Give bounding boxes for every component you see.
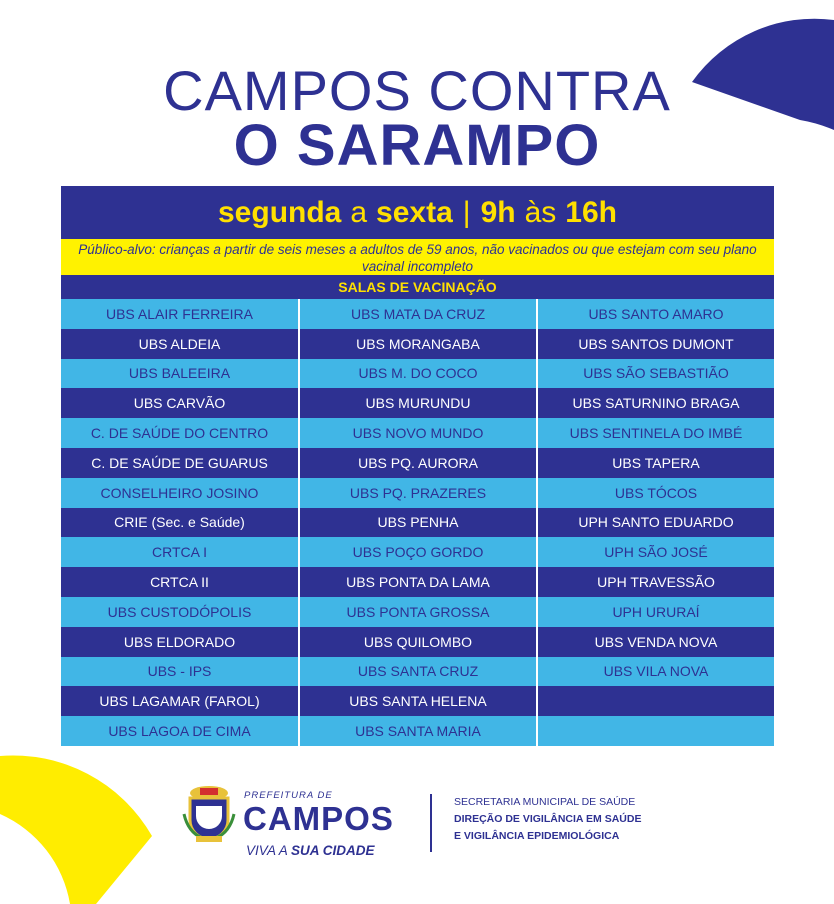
vaccination-site-cell: UBS CUSTODÓPOLIS bbox=[61, 597, 298, 627]
vaccination-site-cell: UBS BALEEIRA bbox=[61, 359, 298, 389]
vaccination-site-cell: UBS POÇO GORDO bbox=[300, 537, 536, 567]
vaccination-site-cell bbox=[538, 686, 774, 716]
footer-divider bbox=[430, 794, 432, 852]
vaccination-site-cell bbox=[538, 716, 774, 746]
vaccination-panel bbox=[61, 186, 774, 746]
vaccination-site-cell: UBS SANTA CRUZ bbox=[300, 657, 536, 687]
vaccination-site-cell: UBS TÓCOS bbox=[538, 478, 774, 508]
title-line-1: CAMPOS CONTRA bbox=[163, 59, 671, 122]
vaccination-site-cell: UBS SANTA HELENA bbox=[300, 686, 536, 716]
city-crest-logo bbox=[182, 780, 236, 844]
vaccination-site-cell: UBS SÃO SEBASTIÃO bbox=[538, 359, 774, 389]
vaccination-site-cell: UBS VILA NOVA bbox=[538, 657, 774, 687]
vaccination-site-cell: CONSELHEIRO JOSINO bbox=[61, 478, 298, 508]
column-2 bbox=[300, 299, 536, 746]
vaccination-site-cell: UPH TRAVESSÃO bbox=[538, 567, 774, 597]
vaccination-site-cell: UBS CARVÃO bbox=[61, 388, 298, 418]
vaccination-site-cell: UBS TAPERA bbox=[538, 448, 774, 478]
vaccination-site-cell: UBS MORANGABA bbox=[300, 329, 536, 359]
target-audience-note: Público-alvo: crianças a partir de seis meses a adultos de 59 anos, não vacinados ou que estejam com seu plano vacinal incompleto bbox=[61, 239, 774, 275]
vaccination-site-cell: UBS SANTO AMARO bbox=[538, 299, 774, 329]
title-line-2: O SARAMPO bbox=[233, 113, 601, 178]
vaccination-site-cell: UBS ALDEIA bbox=[61, 329, 298, 359]
vaccination-site-cell: UBS NOVO MUNDO bbox=[300, 418, 536, 448]
schedule-day-end: sexta bbox=[376, 195, 453, 229]
vaccination-site-cell: UBS PENHA bbox=[300, 508, 536, 538]
logo-tagline-bold: SUA CIDADE bbox=[291, 843, 375, 858]
schedule-time-connector: às bbox=[524, 195, 557, 229]
vaccination-site-cell: UBS QUILOMBO bbox=[300, 627, 536, 657]
salas-header: SALAS DE VACINAÇÃO bbox=[61, 275, 774, 299]
vaccination-site-cell: UBS LAGOA DE CIMA bbox=[61, 716, 298, 746]
schedule-time-start: 9h bbox=[480, 195, 516, 229]
logo-small-text: PREFEITURA DE bbox=[244, 790, 333, 801]
vaccination-site-cell: UBS MATA DA CRUZ bbox=[300, 299, 536, 329]
column-1 bbox=[61, 299, 298, 746]
bottom-left-arc-decoration bbox=[0, 752, 160, 904]
vaccination-site-cell: UBS SATURNINO BRAGA bbox=[538, 388, 774, 418]
vaccination-site-cell: UBS PQ. AURORA bbox=[300, 448, 536, 478]
vaccination-site-cell: UBS SANTA MARIA bbox=[300, 716, 536, 746]
vaccination-site-cell: UBS VENDA NOVA bbox=[538, 627, 774, 657]
vaccination-site-cell: C. DE SAÚDE DO CENTRO bbox=[61, 418, 298, 448]
vaccination-site-cell: UPH URURAÍ bbox=[538, 597, 774, 627]
logo-tagline-prefix: VIVA A bbox=[246, 843, 292, 858]
logo-campos-text: CAMPOS bbox=[243, 800, 394, 837]
secretaria-line-3: E VIGILÂNCIA EPIDEMIOLÓGICA bbox=[454, 830, 620, 842]
schedule-conjunction: a bbox=[350, 195, 368, 229]
schedule-time-end: 16h bbox=[565, 195, 617, 229]
vaccination-site-cell: UBS SANTOS DUMONT bbox=[538, 329, 774, 359]
vaccination-site-cell: UBS ALAIR FERREIRA bbox=[61, 299, 298, 329]
vaccination-site-cell: C. DE SAÚDE DE GUARUS bbox=[61, 448, 298, 478]
vaccination-site-cell: UBS - IPS bbox=[61, 657, 298, 687]
vaccination-site-cell: CRTCA II bbox=[61, 567, 298, 597]
schedule-separator: | bbox=[462, 195, 471, 229]
schedule-day-start: segunda bbox=[218, 195, 342, 229]
vaccination-site-cell: UBS PONTA GROSSA bbox=[300, 597, 536, 627]
vaccination-site-cell: UPH SÃO JOSÉ bbox=[538, 537, 774, 567]
vaccination-site-cell: CRTCA I bbox=[61, 537, 298, 567]
vaccination-site-cell: UBS PONTA DA LAMA bbox=[300, 567, 536, 597]
vaccination-site-cell: CRIE (Sec. e Saúde) bbox=[61, 508, 298, 538]
column-3 bbox=[538, 299, 774, 746]
vaccination-site-cell: UBS PQ. PRAZERES bbox=[300, 478, 536, 508]
vaccination-site-cell: UBS ELDORADO bbox=[61, 627, 298, 657]
vaccination-site-cell: UBS LAGAMAR (FAROL) bbox=[61, 686, 298, 716]
schedule-header bbox=[61, 186, 774, 239]
logo-tagline bbox=[246, 843, 375, 858]
secretaria-line-1: SECRETARIA MUNICIPAL DE SAÚDE bbox=[454, 796, 636, 808]
secretaria-line-2: DIREÇÃO DE VIGILÂNCIA EM SAÚDE bbox=[454, 813, 642, 825]
vaccination-site-cell: UBS M. DO COCO bbox=[300, 359, 536, 389]
vaccination-site-cell: UBS SENTINELA DO IMBÉ bbox=[538, 418, 774, 448]
vaccination-site-cell: UBS MURUNDU bbox=[300, 388, 536, 418]
vaccination-site-cell: UPH SANTO EDUARDO bbox=[538, 508, 774, 538]
